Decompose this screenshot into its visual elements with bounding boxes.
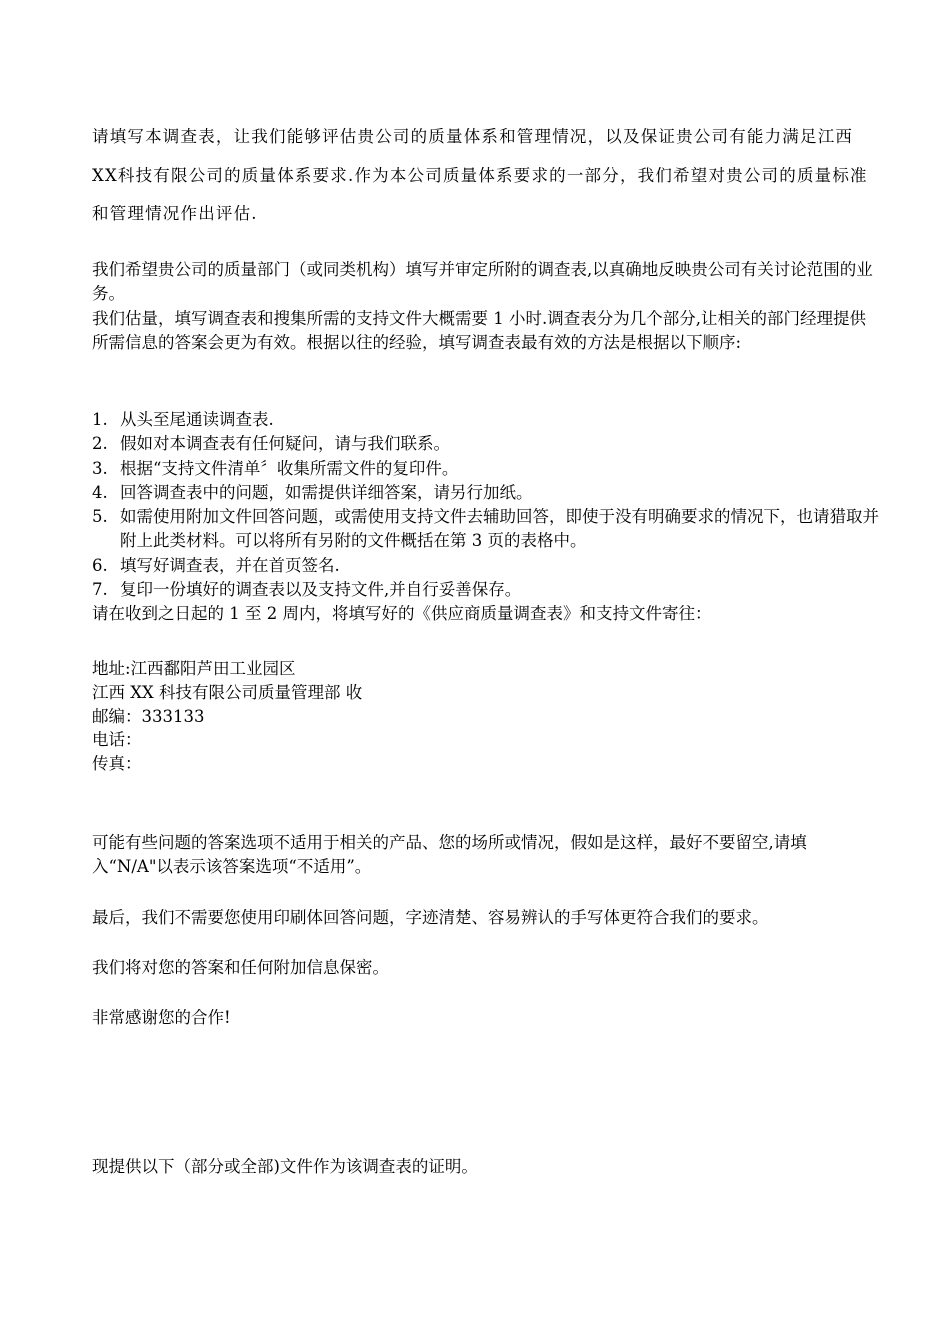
send-instruction: 请在收到之日起的 1 至 2 周内，将填写好的《供应商质量调查表》和支持文件寄往： — [92, 604, 712, 624]
handwriting-section — [92, 906, 882, 930]
step-number: 3. — [92, 458, 108, 478]
na-note-section — [92, 831, 882, 880]
step-number: 4. — [92, 482, 108, 502]
step-item — [92, 457, 882, 481]
confidential-section — [92, 956, 882, 980]
step-text: 回答调查表中的问题，如需提供详细答案，请另行加纸。 — [120, 482, 533, 502]
instructions-section — [92, 258, 882, 355]
address-line: 地址:江西鄱阳芦田工业园区 — [92, 659, 296, 678]
phone-line: 电话： — [92, 730, 142, 750]
step-number: 7. — [92, 580, 108, 600]
step-text: 复印一份填好的调查表以及支持文件,并自行妥善保存。 — [120, 580, 522, 600]
step-number: 2. — [92, 434, 108, 454]
intro-section — [92, 118, 872, 234]
step-item — [92, 505, 882, 554]
thanks-section — [92, 1006, 882, 1030]
step-number: 1. — [92, 410, 108, 429]
documents-intro: 现提供以下（部分或全部)文件作为该调查表的证明。 — [92, 1157, 478, 1176]
step-number: 5. — [92, 507, 108, 527]
step-text: 根据“支持文件清单〞收集所需文件的复印件。 — [120, 458, 459, 478]
step-item — [92, 481, 882, 505]
instructions-paragraph-1: 我们希望贵公司的质量部门（或同类机构）填写并审定所附的调查表,以真确地反映贵公司有关讨论范围的业务。 — [92, 260, 873, 304]
steps-section — [92, 408, 882, 627]
intro-paragraph: 请填写本调查表，让我们能够评估贵公司的质量体系和管理情况，以及保证贵公司有能力满足江西XX科技有限公司的质量体系要求.作为本公司质量体系要求的一部分，我们希望对贵公司的质量标准和管理情况作出评估. — [92, 127, 868, 223]
thanks-text: 非常感谢您的合作! — [92, 1008, 231, 1027]
confidential-note: 我们将对您的答案和任何附加信息保密。 — [92, 958, 389, 977]
step-item — [92, 554, 882, 578]
step-text: 如需使用附加文件回答问题，或需使用支持文件去辅助回答，即使于没有明确要求的情况下，也请猎取并附上此类材料。可以将所有另附的文件概括在第 3 页的表格中。 — [120, 507, 879, 551]
instructions-paragraph-2: 我们估量，填写调查表和搜集所需的支持文件大概需要 1 小时.调查表分为几个部分,让相关的部门经理提供所需信息的答案会更为有效。根据以往的经验，填写调查表最有效的方法是根据以下顺序: — [92, 308, 866, 352]
company-line: 江西 XX 科技有限公司质量管理部 收 — [92, 682, 363, 702]
handwriting-note: 最后，我们不需要您使用印刷体回答问题，字迹清楚、容易辨认的手写体更符合我们的要求。 — [92, 908, 769, 927]
step-text: 填写好调查表，并在首页签名. — [120, 555, 340, 575]
step-item — [92, 408, 882, 432]
fax-line: 传真： — [92, 754, 142, 774]
steps-list — [92, 408, 882, 602]
step-number: 6. — [92, 555, 108, 575]
address-block — [92, 657, 882, 776]
step-item — [92, 432, 882, 456]
step-text: 从头至尾通读调查表. — [120, 410, 274, 429]
na-note: 可能有些问题的答案选项不适用于相关的产品、您的场所或情况，假如是这样，最好不要留空,请填入“N/A"以表示该答案选项“不适用”。 — [92, 833, 807, 877]
documents-section — [92, 1155, 882, 1179]
step-text: 假如对本调查表有任何疑问，请与我们联系。 — [120, 434, 450, 454]
postcode-line: 邮编：333133 — [92, 706, 205, 726]
step-item — [92, 578, 882, 602]
